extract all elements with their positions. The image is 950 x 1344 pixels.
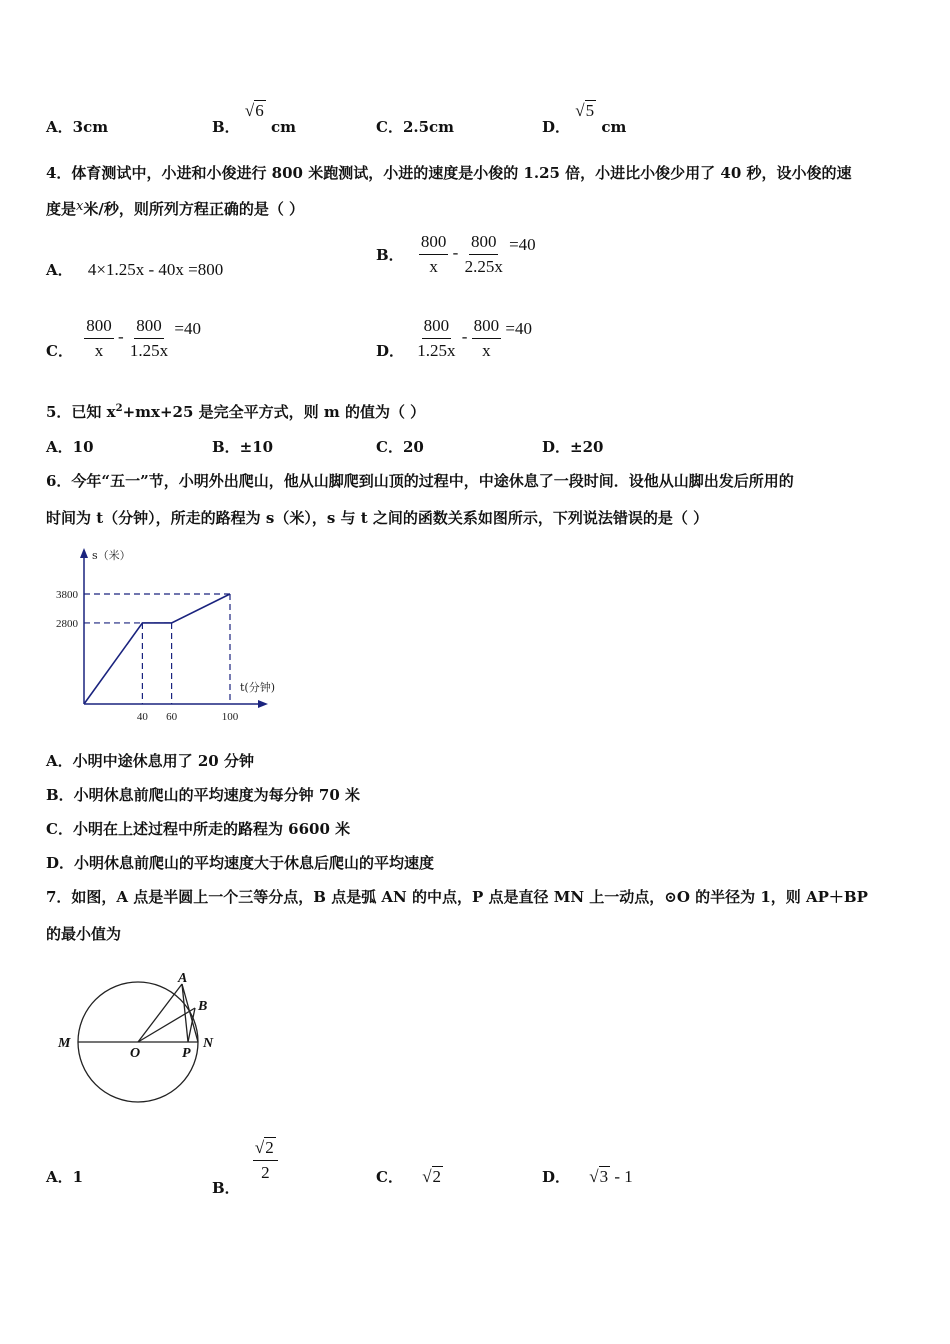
y-axis-arrow [80, 548, 88, 558]
sqrt-expression: √2 [422, 1167, 442, 1186]
q6-stem-line2: 时间为 t（分钟），所走的路程为 s（米），s 与 t 之间的函数关系如图所示，下列说法错误的是（ ） [46, 509, 709, 527]
segment-oa [138, 984, 182, 1042]
q7-option-d: D． √3 - 1 [542, 1167, 633, 1186]
label-m: M [58, 1036, 71, 1051]
label-a: A [178, 971, 188, 986]
q7-stem-line2: 的最小值为 [46, 925, 122, 943]
q7-stem-line1: 7．如图，A 点是半圆上一个三等分点，B 点是弧 AN 的中点，P 点是直径 MN 上一动点，⊙O 的半径为 1，则 AP＋BP [46, 888, 868, 906]
label-n: N [203, 1036, 214, 1051]
y-axis-label: s（米） [92, 549, 131, 562]
label-o: O [130, 1046, 141, 1061]
q4-option-b: B． $\frac{800}{x}$ - $\frac{800}{2.25x}$ =40 [376, 232, 536, 276]
y-tick-3800: 3800 [56, 589, 78, 601]
q5-option-d: D．±20 [542, 438, 604, 456]
fraction-expression: $\frac{√2}{2}$ [253, 1138, 278, 1183]
q5-option-a: A．10 [46, 438, 94, 456]
q7-option-a: A．1 [46, 1168, 84, 1186]
q6-option-c: C．小明在上述过程中所走的路程为 6600 米 [46, 820, 351, 838]
q3-option-b: B． √6 cm [212, 101, 297, 136]
q4-option-c: C． $\frac{800}{x}$ - $\frac{800}{1.25x}$ =40 [46, 316, 201, 360]
equation: 4×1.25x - 40x =800 [87, 260, 224, 279]
q4-option-d: D． $\frac{800}{1.25x}$ - $\frac{800}{x}$ =40 [376, 316, 533, 360]
q3-option-c: C．2.5cm [376, 118, 455, 136]
x-axis-label: t(分钟) [240, 681, 276, 694]
y-tick-2800: 2800 [56, 617, 78, 630]
q4-option-a: A． 4×1.25x - 40x =800 [46, 260, 224, 279]
q4-stem-line1: 4．体育测试中，小进和小俊进行 800 米跑测试，小进的速度是小俊的 1.25 倍，小进比小俊少用了 40 秒，设小俊的速 [46, 164, 852, 182]
q7-option-c: C． √2 [376, 1167, 442, 1186]
x-tick-100: 100 [221, 711, 239, 723]
q6-option-d: D．小明休息前爬山的平均速度大于休息后爬山的平均速度 [46, 854, 435, 872]
q5-option-c: C．20 [376, 438, 424, 456]
sqrt-expression: √5 [575, 101, 595, 120]
q4-stem-line2: 度是x米/秒，则所列方程正确的是（ ） [46, 199, 305, 218]
circle-figure [50, 966, 230, 1116]
q6-stem-line1: 6．今年“五一”节，小明外出爬山，他从山脚爬到山顶的过程中，中途休息了一段时间．设他从山脚出发后所用的 [46, 472, 794, 490]
distance-time-chart [40, 540, 300, 730]
x-axis-arrow [258, 700, 268, 708]
x-tick-40: 40 [136, 711, 148, 723]
x-tick-60: 60 [166, 711, 178, 723]
equation: $\frac{800}{x}$ - $\frac{800}{1.25x}$ =40 [86, 316, 201, 360]
sqrt-expression: √3 - 1 [589, 1167, 633, 1186]
q3-option-d: D． √5 cm [542, 101, 627, 136]
q3-option-a: A．3cm [46, 118, 109, 136]
q7-option-b: B． $\frac{√2}{2}$ [212, 1138, 278, 1183]
label-p: P [182, 1046, 191, 1061]
q5-stem: 5．已知 $x^2+mx+25$ 是完全平方式，则 m 的值为（ ） [46, 403, 426, 421]
series-line [84, 594, 230, 704]
q6-option-a: A．小明中途休息用了 20 分钟 [46, 752, 254, 770]
equation: $\frac{800}{1.25x}$ - $\frac{800}{x}$ =40 [417, 316, 533, 360]
sqrt-expression: √6 [244, 101, 264, 120]
equation: $\frac{800}{x}$ - $\frac{800}{2.25x}$ =40 [420, 232, 536, 276]
label-b: B [198, 999, 208, 1014]
q5-option-b: B．±10 [212, 438, 274, 456]
q6-option-b: B．小明休息前爬山的平均速度为每分钟 70 米 [46, 786, 360, 804]
